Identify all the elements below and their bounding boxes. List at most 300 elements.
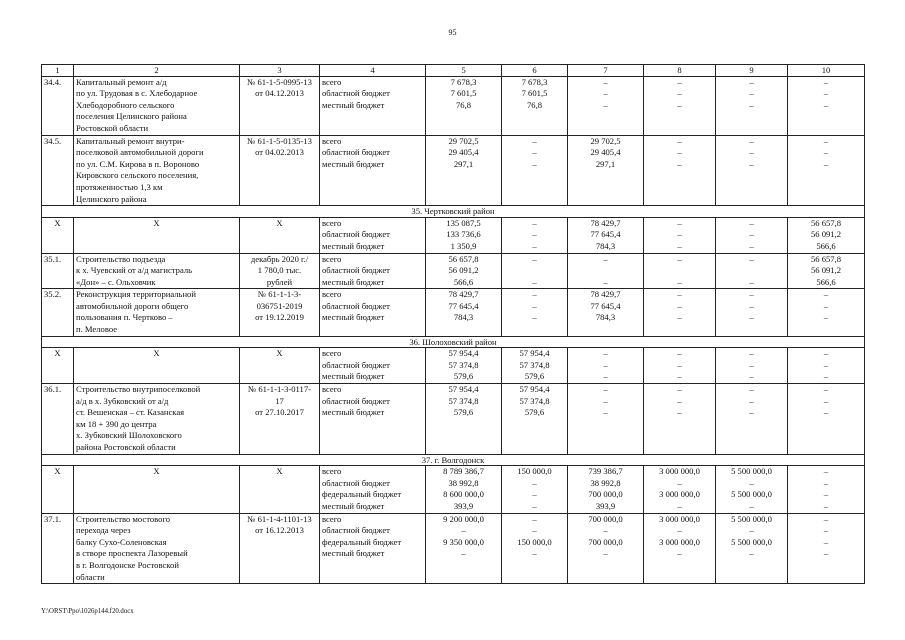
item-number: X [42, 217, 74, 253]
amount-value: 135 087,5 [446, 217, 481, 228]
amount-cell [644, 348, 716, 384]
amount-cell [644, 289, 716, 336]
item-name [74, 466, 240, 513]
amount-value: – [749, 384, 754, 395]
amount-cell [568, 76, 644, 135]
amount-cell [788, 384, 865, 455]
amount-cell [644, 135, 716, 206]
item-name [74, 217, 240, 253]
item-name-line: поселковой автомобильной дороги [76, 147, 204, 158]
amount-cell [568, 348, 644, 384]
item-name-line: х. Зубковский Шолоховского [76, 430, 182, 441]
table-row [42, 76, 865, 135]
amount-value: 579,6 [453, 407, 474, 418]
item-document-line: от 16.12.2013 [255, 525, 304, 536]
amount-value: 29 405,4 [590, 147, 621, 158]
column-header: 9 [716, 65, 788, 77]
amount-cell [788, 289, 865, 336]
item-document [240, 466, 320, 513]
amount-value: – [749, 371, 754, 382]
funding-source-line: всего [322, 466, 342, 477]
amount-value: – [532, 513, 537, 524]
funding-source [320, 466, 426, 513]
amount-value [570, 265, 641, 277]
section-row [42, 206, 865, 218]
amount-value: – [823, 88, 829, 99]
amount-value: – [823, 548, 829, 559]
item-name-line: км 18 + 390 до центра [76, 418, 157, 429]
item-name [74, 513, 240, 584]
amount-value: 56 657,8 [810, 217, 842, 228]
amount-value: – [823, 359, 829, 370]
amount-value: 78 429,7 [590, 289, 621, 300]
budget-table [41, 64, 865, 584]
amount-cell [716, 135, 788, 206]
amount-value: – [749, 525, 754, 536]
amount-value: 784,3 [595, 312, 616, 323]
amount-value: – [532, 253, 537, 264]
amount-value: – [749, 477, 754, 488]
funding-source [320, 348, 426, 384]
amount-value: – [823, 466, 829, 477]
table-row [42, 253, 865, 289]
section-row [42, 336, 865, 348]
funding-source [320, 384, 426, 455]
item-name-line: поселения Целинского района [76, 111, 187, 122]
amount-value: – [677, 240, 682, 251]
item-document-line: № 61-1-5-0135-13 [247, 135, 312, 146]
amount-value: – [677, 276, 682, 287]
amount-value: 78 429,7 [590, 217, 621, 228]
item-document-line: X [276, 466, 283, 477]
amount-value: 38 992,8 [448, 477, 479, 488]
item-name-line: п. Меловое [76, 324, 118, 335]
amount-value: – [749, 253, 754, 264]
amount-value: 5 500 000,0 [731, 536, 772, 547]
amount-value: 56 657,8 [810, 253, 842, 264]
column-header: 5 [426, 65, 502, 77]
amount-value: – [749, 276, 754, 287]
amount-value: 57 374,8 [448, 359, 479, 370]
item-document [240, 217, 320, 253]
amount-value: – [532, 135, 537, 146]
funding-source-line: всего [322, 217, 342, 228]
amount-value: 78 429,7 [448, 289, 479, 300]
amount-value: – [823, 500, 829, 511]
amount-value: – [532, 276, 537, 287]
item-name-line: Строительство мостового [76, 513, 171, 524]
amount-value: – [603, 371, 608, 382]
amount-value: 76,8 [526, 99, 543, 110]
amount-value: – [749, 88, 754, 99]
amount-value: 57 954,4 [519, 384, 550, 395]
amount-value: – [823, 536, 829, 547]
table-row [42, 466, 865, 513]
amount-value: 77 645,4 [590, 229, 621, 240]
amount-value: – [749, 289, 754, 300]
amount-value: – [823, 289, 829, 300]
amount-cell [502, 76, 568, 135]
amount-value: – [532, 312, 537, 323]
amount-value: – [823, 371, 829, 382]
amount-value: – [677, 158, 682, 169]
funding-source-line: областной бюджет [322, 88, 390, 99]
amount-value: 3 000 000,0 [659, 489, 700, 500]
amount-value: – [749, 99, 754, 110]
funding-source [320, 76, 426, 135]
amount-cell [502, 348, 568, 384]
item-name [74, 76, 240, 135]
item-name [74, 289, 240, 336]
amount-value: – [532, 240, 537, 251]
column-header: 7 [568, 65, 644, 77]
amount-value: – [603, 76, 608, 87]
funding-source [320, 513, 426, 584]
item-name-line: по ул. С.М. Кирова в п. Вороново [76, 158, 200, 169]
amount-value: 76,8 [455, 99, 472, 110]
amount-cell [788, 466, 865, 513]
amount-value: – [603, 525, 608, 536]
funding-source-line: областной бюджет [322, 359, 390, 370]
amount-cell [568, 253, 644, 289]
amount-value: – [532, 147, 537, 158]
amount-value: – [532, 300, 537, 311]
amount-value: 3 000 000,0 [659, 466, 700, 477]
amount-value: – [677, 384, 682, 395]
amount-value: 57 954,4 [448, 384, 479, 395]
amount-value: 1 350,9 [450, 240, 477, 251]
table-row [42, 348, 865, 384]
amount-value: – [532, 500, 537, 511]
funding-source-line: областной бюджет [322, 147, 390, 158]
funding-source-line: всего [322, 76, 342, 87]
amount-value: 38 992,8 [590, 477, 621, 488]
amount-value: – [749, 395, 754, 406]
amount-value: 57 374,8 [519, 359, 550, 370]
item-document-line: № 61-1-4-1101-13 [247, 513, 312, 524]
amount-value: – [532, 289, 537, 300]
amount-value: – [603, 253, 608, 264]
funding-source-line: всего [322, 348, 342, 359]
item-name-line: X [153, 348, 160, 359]
item-name-line: Кировского сельского поселения, [76, 170, 199, 181]
amount-value: – [749, 229, 754, 240]
column-header: 8 [644, 65, 716, 77]
item-document-line: 17 [275, 395, 284, 406]
amount-cell [426, 135, 502, 206]
funding-source-line: всего [322, 513, 342, 524]
amount-cell [716, 348, 788, 384]
funding-source-line: областной бюджет [322, 477, 390, 488]
item-name-line: к х. Чуевский от а/д магистраль [76, 265, 193, 276]
amount-cell [426, 384, 502, 455]
amount-cell [716, 253, 788, 289]
amount-value: – [749, 359, 754, 370]
funding-source-line: всего [322, 384, 342, 395]
item-document-line: X [276, 348, 283, 359]
amount-value: 297,1 [595, 158, 616, 169]
item-name-line: области [76, 571, 105, 582]
amount-value: 566,6 [816, 276, 836, 287]
amount-value: 56 091,2 [448, 265, 479, 276]
amount-cell [426, 76, 502, 135]
item-document-line: рублей [266, 276, 293, 287]
amount-value: – [823, 76, 829, 87]
item-name-line: X [153, 466, 160, 477]
amount-value: – [677, 300, 682, 311]
column-number-row [42, 65, 865, 77]
amount-value: 29 702,5 [448, 135, 479, 146]
item-name [74, 348, 240, 384]
amount-value: – [749, 135, 754, 146]
item-document-line: № 61-1-5-0995-13 [247, 76, 312, 87]
amount-cell [644, 217, 716, 253]
item-name-line: Капитальный ремонт а/д [76, 76, 167, 87]
amount-value: – [603, 548, 608, 559]
amount-value: 579,6 [524, 371, 545, 382]
amount-value: 56 657,8 [448, 253, 479, 264]
amount-value: – [749, 76, 754, 87]
column-header: 6 [502, 65, 568, 77]
amount-value: – [603, 395, 608, 406]
item-name-line: Строительство подъезда [76, 253, 166, 264]
item-document [240, 289, 320, 336]
funding-source-line: федеральный бюджет [322, 536, 402, 547]
amount-value: – [823, 513, 829, 524]
item-document-line: от 04.12.2013 [255, 88, 304, 99]
amount-value: – [603, 99, 608, 110]
amount-value: – [749, 407, 754, 418]
amount-cell [502, 466, 568, 513]
amount-value: – [532, 525, 537, 536]
item-document-line: 036751-2019 [256, 300, 303, 311]
amount-value: – [677, 76, 682, 87]
funding-source-line: местный бюджет [322, 158, 385, 169]
amount-cell [568, 466, 644, 513]
amount-cell [502, 135, 568, 206]
amount-value: – [532, 229, 537, 240]
amount-cell [788, 217, 865, 253]
item-name-line: Целинского района [76, 193, 147, 204]
amount-value: 133 736,6 [446, 229, 481, 240]
amount-value: – [677, 359, 682, 370]
item-name-line: Ростовской области [76, 122, 149, 133]
amount-value: – [532, 548, 537, 559]
item-name-line: района Ростовской области [76, 442, 176, 452]
funding-source-line: местный бюджет [322, 99, 385, 110]
funding-source-line: местный бюджет [322, 371, 385, 382]
amount-value: 579,6 [453, 371, 474, 382]
amount-cell [502, 289, 568, 336]
item-name-line: Строительство внутрипоселковой [76, 384, 201, 395]
amount-value: 393,9 [453, 500, 474, 511]
amount-cell [644, 513, 716, 584]
amount-value: – [823, 384, 829, 395]
funding-source-line: областной бюджет [322, 229, 390, 240]
amount-cell [716, 289, 788, 336]
amount-value: – [677, 407, 682, 418]
page-number: 95 [448, 28, 457, 37]
amount-value: – [677, 477, 682, 488]
item-document-line: 1 780,0 тыс. [257, 265, 302, 276]
amount-value: – [823, 525, 829, 536]
funding-source-line: всего [322, 135, 342, 146]
amount-value: – [677, 371, 682, 382]
item-name-line: перехода через [76, 525, 131, 536]
amount-value: – [532, 217, 537, 228]
item-document-line: от 19.12.2019 [255, 312, 304, 323]
amount-value: – [677, 500, 682, 511]
amount-cell [502, 217, 568, 253]
amount-cell [426, 289, 502, 336]
funding-source-line: областной бюджет [322, 395, 390, 406]
amount-value: – [749, 300, 754, 311]
funding-source-line: областной бюджет [322, 300, 390, 311]
funding-source-line: местный бюджет [322, 240, 385, 251]
item-name-line: а/д в х. Зубковский от а/д [76, 395, 169, 406]
amount-value [504, 265, 565, 277]
section-title: 37. г. Волгодонск [42, 454, 865, 466]
item-number: X [42, 348, 74, 384]
amount-value: – [749, 147, 754, 158]
amount-value: 784,3 [453, 312, 474, 323]
amount-value: – [677, 217, 682, 228]
amount-value: 3 000 000,0 [659, 536, 700, 547]
amount-value: 29 702,5 [590, 135, 621, 146]
amount-value: 29 405,4 [448, 147, 479, 158]
item-number: 35.1. [42, 253, 74, 289]
amount-value: – [823, 312, 829, 323]
amount-cell [644, 76, 716, 135]
amount-value: – [677, 147, 682, 158]
amount-value: – [749, 500, 754, 511]
amount-value: 77 645,4 [448, 300, 479, 311]
amount-cell [716, 513, 788, 584]
amount-value: – [677, 135, 682, 146]
amount-value: 77 645,4 [590, 300, 621, 311]
item-document [240, 76, 320, 135]
table-row [42, 513, 865, 584]
amount-value: – [749, 240, 754, 251]
item-document-line: декабрь 2020 г./ [250, 253, 309, 264]
item-number: 36.1. [42, 384, 74, 455]
amount-value: 9 200 000,0 [443, 513, 484, 524]
item-name [74, 135, 240, 206]
amount-value: – [532, 158, 537, 169]
item-name-line: балку Сухо-Соленовская [76, 536, 167, 547]
amount-value: 297,1 [453, 158, 474, 169]
amount-cell [426, 217, 502, 253]
amount-value: – [823, 395, 829, 406]
funding-source-line: местный бюджет [322, 312, 385, 323]
amount-cell [568, 384, 644, 455]
item-name-line: протяженностью 1,3 км [76, 181, 163, 192]
funding-source [320, 135, 426, 206]
funding-source-line: областной бюджет [322, 265, 390, 276]
item-document-line: X [276, 217, 283, 228]
amount-value: – [603, 88, 608, 99]
amount-value: – [823, 147, 829, 158]
amount-value: 700 000,0 [588, 536, 623, 547]
amount-value: – [603, 384, 608, 395]
amount-value: – [677, 99, 682, 110]
amount-cell [426, 253, 502, 289]
amount-value: 9 350 000,0 [443, 536, 484, 547]
item-document-line: от 04.02.2013 [255, 147, 304, 158]
funding-source-line: всего [322, 253, 342, 264]
funding-source-line: всего [322, 289, 342, 300]
item-name-line: Капитальный ремонт внутри- [76, 135, 185, 146]
item-document [240, 253, 320, 289]
item-name-line: автомобильной дороги общего [76, 300, 189, 311]
item-number: 34.4. [42, 76, 74, 135]
amount-value: 56 091,2 [810, 229, 842, 240]
item-document-line: № 61-1-1-3- [257, 289, 302, 300]
amount-cell [568, 217, 644, 253]
amount-value: 393,9 [595, 500, 616, 511]
amount-value: 8 789 386,7 [443, 466, 484, 477]
amount-cell [788, 135, 865, 206]
column-header: 3 [240, 65, 320, 77]
amount-value: 566,6 [453, 276, 474, 287]
amount-value [646, 265, 713, 277]
amount-value: 150 000,0 [517, 536, 552, 547]
amount-value: – [823, 348, 829, 359]
amount-value: 700 000,0 [588, 489, 623, 500]
amount-value: – [603, 348, 608, 359]
amount-value: – [603, 359, 608, 370]
amount-cell [644, 384, 716, 455]
amount-value: 57 954,4 [519, 348, 550, 359]
funding-source-line: местный бюджет [322, 276, 385, 287]
amount-value: – [823, 300, 829, 311]
item-name-line: пользования п. Чертково – [76, 312, 173, 323]
item-document [240, 135, 320, 206]
amount-value: – [603, 407, 608, 418]
amount-value: – [823, 489, 829, 500]
item-document-line: от 27.10.2017 [255, 407, 304, 418]
amount-value: – [677, 348, 682, 359]
amount-value: 700 000,0 [588, 513, 623, 524]
amount-value: – [823, 99, 829, 110]
item-name [74, 384, 240, 455]
amount-cell [716, 466, 788, 513]
amount-value: 7 678,3 [521, 76, 548, 87]
amount-cell [502, 513, 568, 584]
amount-value: 7 678,3 [450, 76, 477, 87]
item-document-line: № 61-1-1-3-0117- [247, 384, 311, 395]
amount-value: 8 600 000,0 [443, 489, 484, 500]
item-name-line: в г. Волгодонске Ростовской [76, 559, 179, 570]
amount-cell [502, 253, 568, 289]
amount-cell [568, 513, 644, 584]
amount-cell [788, 348, 865, 384]
amount-cell [716, 384, 788, 455]
amount-value: 5 500 000,0 [731, 513, 772, 524]
amount-cell [568, 135, 644, 206]
amount-value: – [823, 477, 829, 488]
table-row [42, 135, 865, 206]
amount-value: – [749, 548, 754, 559]
amount-cell [426, 348, 502, 384]
amount-value: – [823, 407, 829, 418]
amount-value: – [603, 276, 608, 287]
funding-source-line: местный бюджет [322, 407, 385, 418]
item-name-line: ст. Вешенская – ст. Казанская [76, 407, 185, 418]
amount-value: 57 374,8 [448, 395, 479, 406]
amount-value: – [677, 395, 682, 406]
item-name-line: в створе проспекта Лазоревый [76, 548, 188, 559]
